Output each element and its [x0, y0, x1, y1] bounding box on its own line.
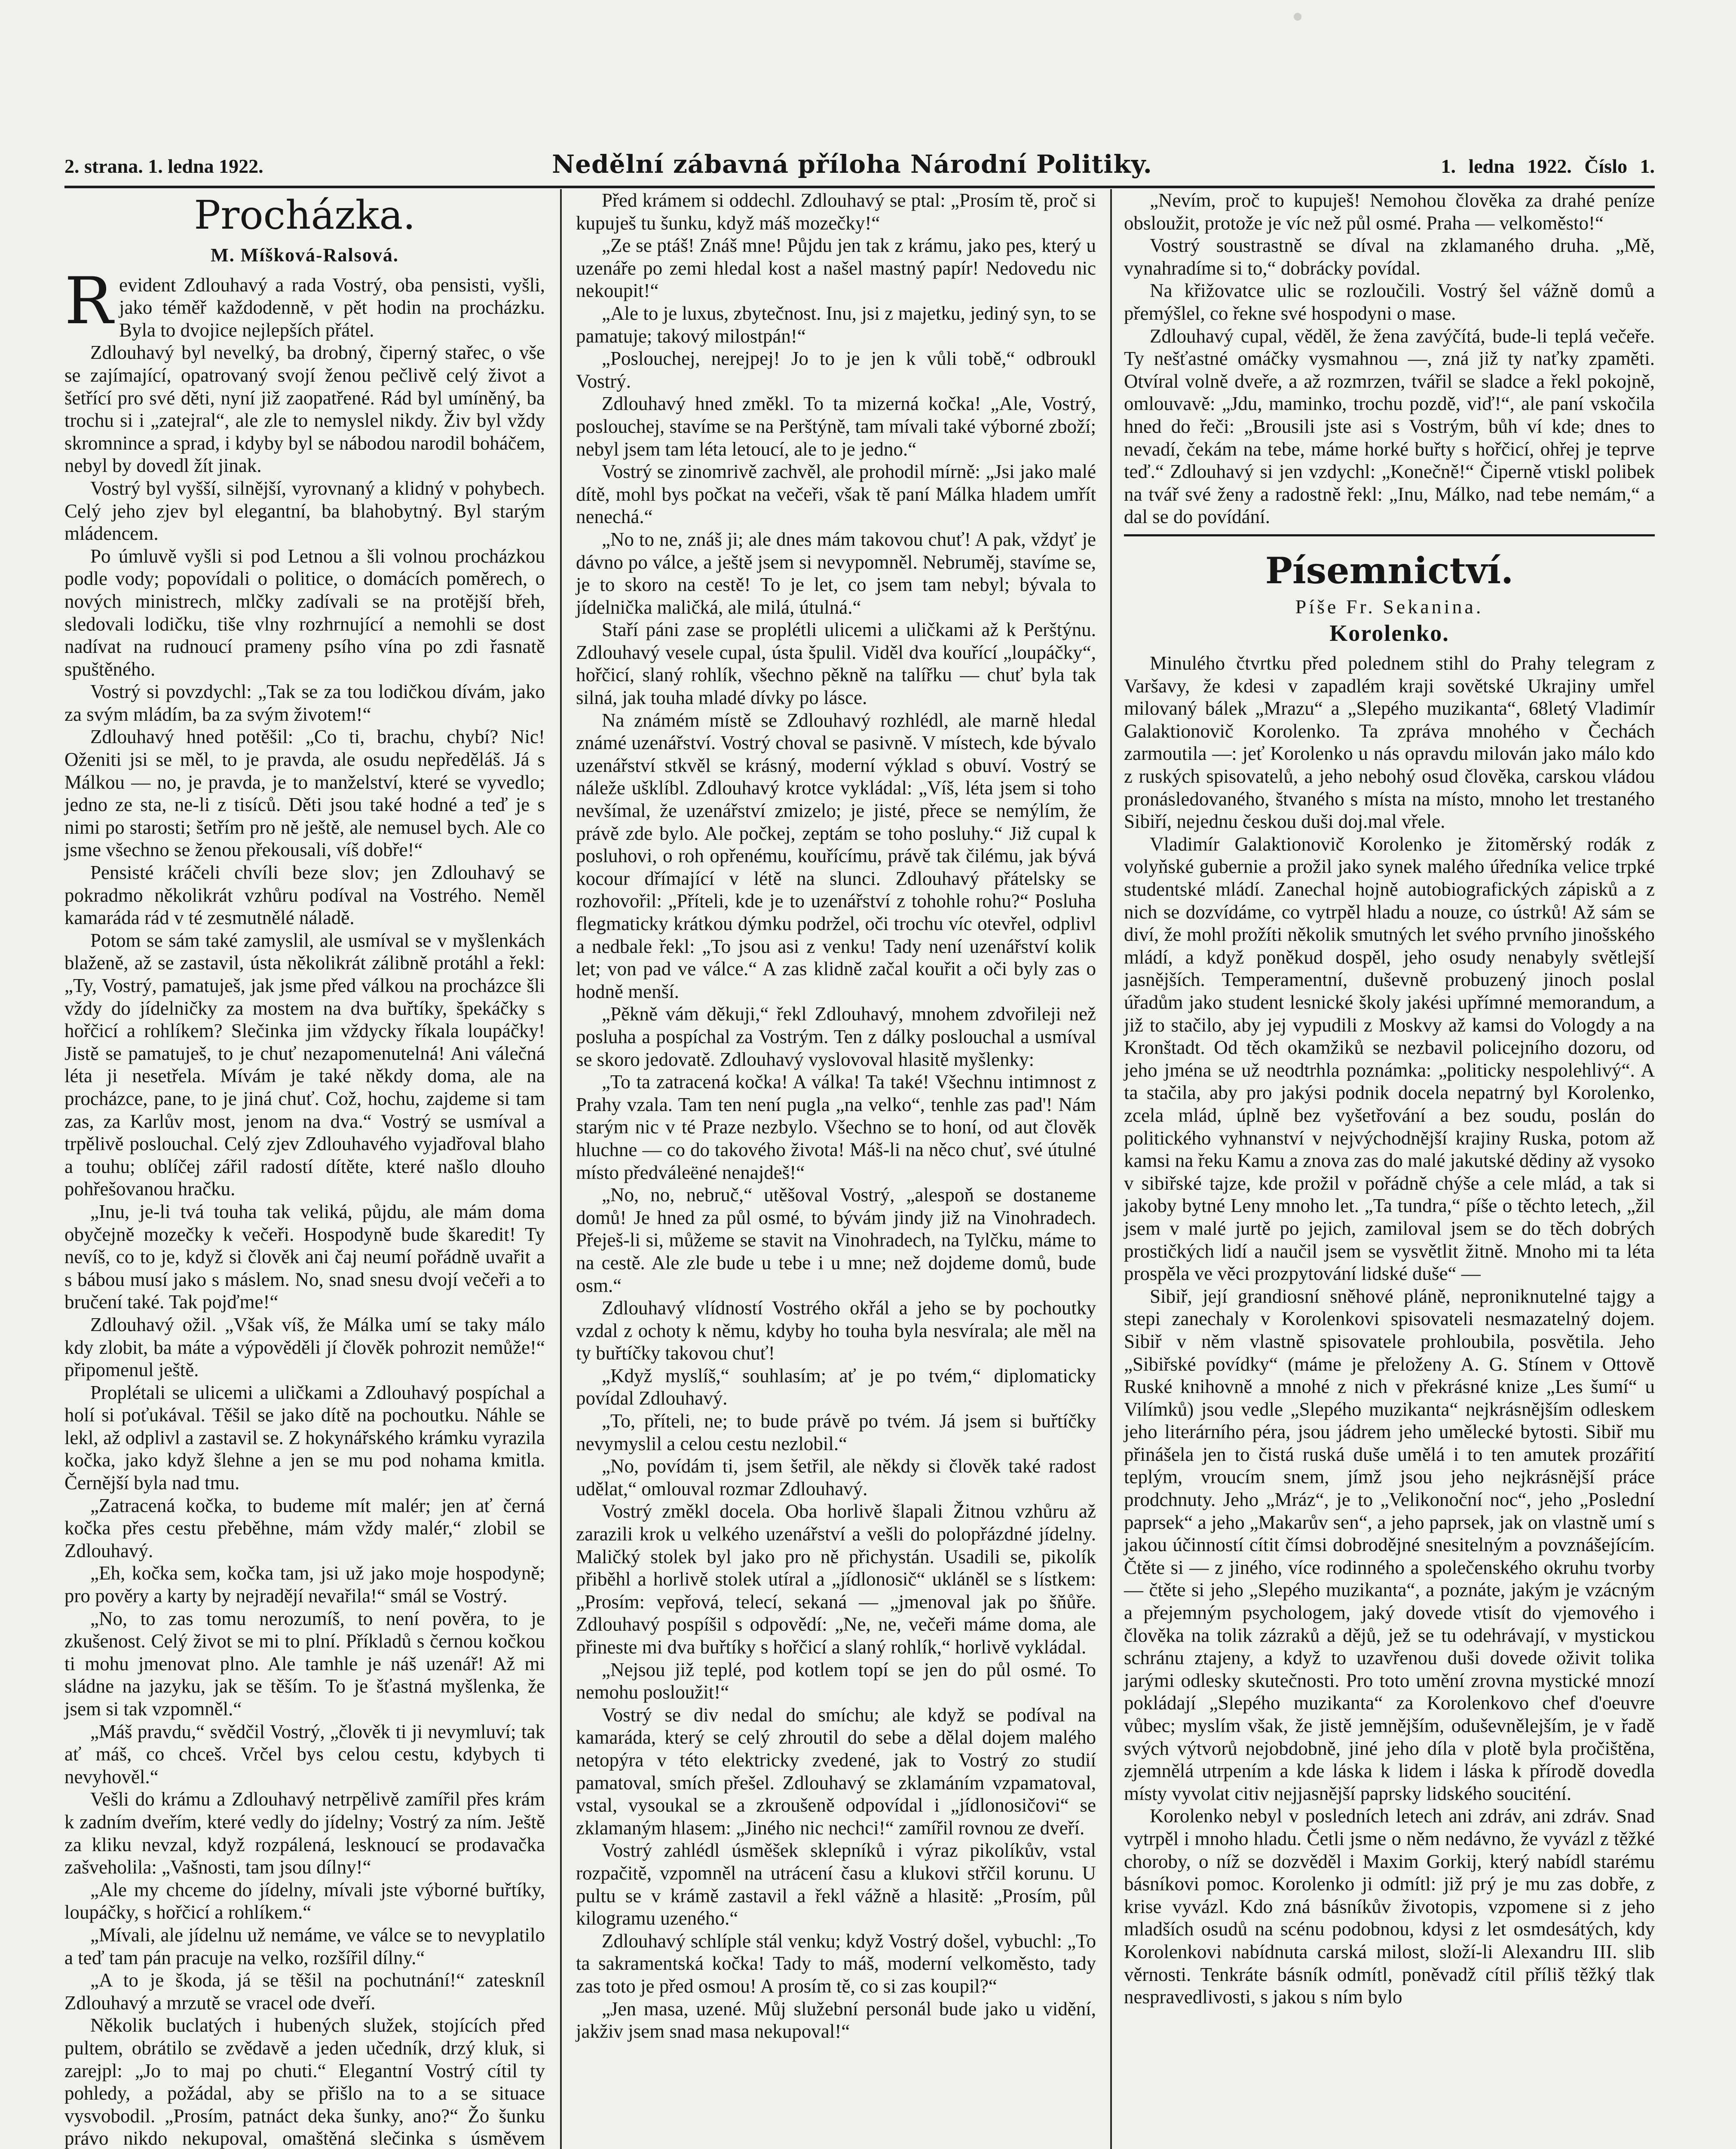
story-paragraph: „Mívali, ale jídelnu už nemáme, ve válce se to nevyplatilo a teď tam pán pracuje na velko, rozšířil dílny.“: [64, 1924, 545, 1968]
section-author: Píše Fr. Sekanina.: [1295, 595, 1484, 618]
story-paragraph: Proplétali se ulicemi a uličkami a Zdlouhavý pospíchal a holí si poťukával. Těšil se jako dítě na pochoutku. Náhle se lekl, až odplivl a zastavil se. Z hokynářského krámku vyrazila kočka, jako když šlehne a jen se mu pod nohama kmitla. Černější byla nad tmu.: [64, 1381, 545, 1494]
article-title: Korolenko.: [1329, 620, 1449, 646]
header-publication-title: Nedělní zábavná příloha Národní Politiky.: [552, 150, 1152, 179]
story-paragraph: „Pěkně vám děkuji,“ řekl Zdlouhavý, mnohem zdvořileji než posluha a pospíchal za Vostrým. Ten z dálky poslouchal a usmíval se skoro jedovatě. Zdlouhavý vyslovoval hlasitě myšlenky:: [576, 1003, 1096, 1070]
article-paragraph: Korolenko nebyl v posledních letech ani zdráv, ani zdráv. Snad vytrpěl i mnoho hladu. Četli jsme o něm nedávno, že vyvázl z těžké choroby, o níž se dozvěděl i Maxim Gorkij, který nabídl starému básníkovi pomoc. Korolenko ji odmítl: již prý je mu zas dobře, z krise vyvázl. Kdo zná básníkův životopis, vzpomene si z jeho mladších osudů na scénu podobnou, kdysi z let osmdesátých, kdy Korolenkovi nabídnuta carská milost, složí-li Alexandru III. slib věrnosti. Tenkráte básník odmítl, poněvadž cítil příliš těžký tlak nespravedlivosti, s jakou s ním bylo: [1124, 1805, 1655, 2008]
story-paragraph: Vostrý se div nedal do smíchu; ale když se podíval na kamaráda, který se celý zhroutil do sebe a dělal dojem malého netopýra v této elektricky zvedené, jak to Vostrý zo studií pamatoval, smích přešel. Zdlouhavý se zklamáním vzpamatoval, vstal, vysoukal se a zkroušeně odpovídal i „jídlonosičovi“ se zklamaným hlasem: „Jiného nic nechci!“ zamířil rovnou ze dveří.: [576, 1704, 1096, 1839]
story-paragraph: Na křižovatce ulic se rozloučili. Vostrý šel vážně domů a přemýšlel, co řekne své hospodyni o mase.: [1124, 280, 1655, 324]
story-paragraph: Vešli do krámu a Zdlouhavý netrpělivě zamířil přes krám k zadním dveřím, které vedly do jídelny; Vostrý za ním. Ještě za kliku nevzal, když rozpálená, lesknoucí se prodavačka zašveholila: „Vašnosti, tam jsou dílny!“: [64, 1788, 545, 1878]
article-paragraph: Vladimír Galaktionovič Korolenko je žitoměrský rodák z volyňské gubernie a prožil jako synek malého úředníka velice trpké studentské mládí. Zanechal hojně autobiografických zápisků a z nich se dozvídáme, co vytrpěl hladu a nouze, co ústrků! Až sám se diví, že mohl prožíti několik smutných let svého prvního jinošského mládí, a když poněkud dospěl, jeho osudy nenabyly světlejší jasnějších. Temperamentní, duševně probuzený jinoch poslal úřadům jako student lesnické školy jakési upřímné memorandum, a již to stačilo, aby jej vypudili z Moskvy až kamsi do Vologdy a na Kronštadt. Od těch okamžiků se nezbavil policejního dozoru, od jeho jména se už neodtrhla poznámka: „politicky nespolehlivý“. A ta stačila, aby pro jakýsi podnik docela nepatrný byl Korolenko, zcela mlád, úplně bez vyšetřování a bez soudu, poslán do politického vyhnanství v nejvýchodnější krajiny Ruska, potom až kamsi na řeku Kamu a znova zas do malé jakutské dědiny až vysoko v sibiřské tajze, kde prožil v pořádně chýše a cele mlád, a tak si jakoby bytné Leny mnoho let. „Ta tundra,“ píše o těchto letech, „žil jsem v malé jurtě po jejich, zamiloval jsem se do těch dobrých prostičkých lidí a naučil jsem se vysvětlit žitně. Mnoho mi ta léta prospěla ve věci prozpytování lidské duše“ —: [1124, 833, 1655, 1285]
story-paragraph: „Ale to je luxus, zbytečnost. Inu, jsi z majetku, jediný syn, to se pamatuje; takový milostpán!“: [576, 302, 1096, 347]
column-rule-1: [560, 189, 562, 2149]
story-paragraph: [64, 263, 545, 342]
story-paragraph: „To ta zatracená kočka! A válka! Ta také! Všechnu intimnost z Prahy vzala. Tam ten není pugla „na velko“, tenhle zas pad'! Nám starým nic v té Praze nezbylo. Všechno se to honí, od aut člověk hluchne — co do takového života! Máš-li na něco chuť, své útulné místo předváleëné nenajdeš!“: [576, 1071, 1096, 1183]
story-title: Procházka.: [194, 192, 416, 238]
story-paragraph: „Ale my chceme do jídelny, mívali jste výborné buřtíky, loupáčky, s hořčicí a rohlíkem.“: [64, 1879, 545, 1923]
story-ending: [1124, 189, 1655, 536]
header-rule: [64, 186, 1655, 188]
section-title: Písemnictví.: [1265, 549, 1514, 592]
column-1: [64, 189, 545, 2149]
story-paragraph: „Nejsou již teplé, pod kotlem topí se jen do půl osmé. To nemohu posloužit!“: [576, 1659, 1096, 1703]
story-paragraph: „Ze se ptáš! Znáš mne! Půjdu jen tak z krámu, jako pes, který u uzenáře po zemi hledal kost a našel mastný papír! Nedovedu nic nekoupit!“: [576, 235, 1096, 302]
story-paragraph: „No, povídám ti, jsem šetřil, ale někdy si člověk také radost udělat,“ omlouval rozmar Zdlouhavý.: [576, 1455, 1096, 1500]
story-paragraph: Vostrý se zinomrivě zachvěl, ale prohodil mírně: „Jsi jako malé dítě, mohl bys počkat na večeři, však tě paní Málka hladem umřít nenechá.“: [576, 461, 1096, 528]
story-paragraph: „Eh, kočka sem, kočka tam, jsi už jako moje hospodyně; pro pověry a karty by nejradějí nevařila!“ smál se Vostrý.: [64, 1562, 545, 1607]
scan-speck: [1294, 13, 1301, 21]
story-paragraph: „No, to zas tomu nerozumíš, to není pověra, to je zkušenost. Celý život se mi to plní. Příkladů s černou kočkou ti mohu jmenovat plno. Ale tamhle je náš uzenář! Až mi sládne na jazyku, jak se těším. To je šťastná myšlenka, že jsem si tak vzpomněl.“: [64, 1607, 545, 1720]
story-paragraph: „Když myslíš,“ souhlasím; ať je po tvém,“ diplomaticky povídal Zdlouhavý.: [576, 1365, 1096, 1409]
story-paragraph: „To, příteli, ne; to bude právě po tvém. Já jsem si buřtíčky nevymyslil a celou cestu nezlobil.“: [576, 1410, 1096, 1454]
column-2: [576, 189, 1096, 2043]
story-paragraph: „No to ne, znáš ji; ale dnes mám takovou chuť! A pak, vždyť je dávno po válce, a ještě jsem si nevypomněl. Nebruměj, stavíme se, je to skoro na cestě! To je let, co jsem tam nebyl; bývala to jídelnička maličká, ale milá, útulná.“: [576, 528, 1096, 618]
story-paragraph: „Jen masa, uzené. Můj služební personál bude jako u vidění, jakživ jsem snad masa nekupoval!“: [576, 1998, 1096, 2042]
story-paragraph: Zdlouhavý ožil. „Však víš, že Málka umí se taky málo kdy zlobit, ba máte a výpověděli jí člověk pohrozit nemůže!“ připomenul ještě.: [64, 1313, 545, 1381]
story-paragraph: Potom se sám také zamyslil, ale usmíval se v myšlenkách blaženě, až se zastavil, ústa několikrát zálibně protáhl a řekl: „Ty, Vostrý, pamatuješ, jak jsme před válkou na procházce šli vždy do jídelničky za mostem na dva buřtíky, špekáčky s hořčicí a rohlíkem? Slečinka jim vždycky říkala loupáčky! Jistě se pamatuješ, to je chuť nezapomenutelná! Ani válečná léta ji nesetřela. Mívám je také někdy doma, ale na procházce, pane, to je jiná chuť. Což, hochu, zajdeme si tam zas, za Karlův most, jenom na dva.“ Vostrý se usmíval a trpělivě poslouchal. Celý zjev Zdlouhavého vyjadřoval blaho a touhu; oblíčej zářil radostí dítěte, které našlo dlouho pohřešovanou hračku.: [64, 929, 545, 1200]
header-date-issue: 1. ledna 1922. Číslo 1.: [1441, 155, 1655, 177]
story-paragraph: „Zatracená kočka, to budeme mít malér; jen ať černá kočka přes cestu přeběhne, mám vždy malér,“ zlobil se Zdlouhavý.: [64, 1494, 545, 1561]
story-paragraph: Vostrý soustrastně se díval na zklamaného druha. „Mě, vynahradíme si to,“ dobrácky povídal.: [1124, 235, 1655, 279]
story-paragraph: Na známém místě se Zdlouhavý rozhlédl, ale marně hledal známé uzenářství. Vostrý choval se pasivně. V místech, kde bývalo uzenářství stkvěl se krásný, moderní výklad s obuví. Vostrý se náleže ušklíbl. Zdlouhavý krotce vykládal: „Víš, léta jsem si toho nevšímal, že uzenářství zmizelo; je jisté, přece se nemýlím, že právě zde bylo. Ale počkej, zeptám se toho posluhy.“ Již cupal k posluhovi, o roh opřenému, kouřícímu, právě tak čilému, jak bývá kocour dřímající v létě na slunci. Zdlouhavý přátelsky se rozhovořil: „Příteli, kde je to uzenářství z tohohle rohu?“ Posluha flegmaticky krátkou dýmku podržel, oči trochu víc otevřel, odplivl a nedbale řekl: „To jsou asi z venku! Tady není uzenářství kolik let; von pad ve válce.“ A zas klidně začal kouřit a oči byly zas o hodně menší.: [576, 709, 1096, 1002]
story-paragraph: „Inu, je-li tvá touha tak veliká, půjdu, ale mám doma obyčejně mozečky k večeři. Hospodyně bude škaredit! Ty nevíš, co to je, když si člověk ani čaj neumí pořádně uvařit a s bábou musí jako s máslem. No, snad snesu dvojí večeři a to bručení také. Tak pojďme!“: [64, 1200, 545, 1313]
page-header: [64, 150, 1655, 180]
story-paragraph: Po úmluvě vyšli si pod Letnou a šli volnou procházkou podle vody; popovídali o politice, o domácích poměrech, o nových ministrech, mlčky zadívali se na protější břeh, sledovali lodičku, tiše vlny rozhrnující a nemohli se dost nadívat na rudnoucí prameny psího vína po zdi řasnatě spuštěného.: [64, 545, 545, 680]
story-paragraph: Vostrý si povzdychl: „Tak se za tou lodičkou dívám, jako za svým mládím, ba za svým životem!“: [64, 681, 545, 725]
story-paragraph: Zdlouhavý hned potěšil: „Co ti, brachu, chybí? Nic! Oženiti jsi se měl, to je pravda, ale osudu nepředěláš. Já s Málkou — no, je pravda, je to manželství, které se vyvedlo; jedno ze sta, ne-li z tisíců. Děti jsou také hodné a teď je s nimi po starosti; šetřím pro ně ještě, ale nemusel bych. Ale co jsme všechno se ženou překousali, víš dobře!“: [64, 726, 545, 861]
story-dropcap: R: [64, 263, 113, 339]
story-paragraph: „A to je škoda, já se těšil na pochutnání!“ zateskníl Zdlouhavý a mrzutě se vracel ode dveří.: [64, 1969, 545, 2014]
story-paragraph: „Máš pravdu,“ svědčil Vostrý, „člověk ti ji nevymluví; tak ať máš, co chceš. Vrčel bys celou cestu, kdybych ti nevyhověl.“: [64, 1720, 545, 1788]
story-paragraph: „Poslouchej, nerejpej! Jo to je jen k vůli tobě,“ odbroukl Vostrý.: [576, 348, 1096, 392]
story-paragraph: Několik buclatých i hubených služek, stojících před pultem, obrátilo se zvědavě a jeden učedník, drzý kluk, si zarejpl: „Jo to maj po chuti.“ Elegantní Vostrý cítil ty pohledy, a požádal, aby se přišlo na to a se situace vysvobodil. „Prosím, patnáct deka šunky, ano?“ Žo šunku právo nikdo nekupoval, omaštěná slečinka s úsměvem: [64, 2014, 545, 2149]
story-paragraph: Vostrý zahlédl úsměšek sklepníků i výraz pikolíkův, vstal rozpačitě, vzpomněl na utrácení času a klukovi střčil korunu. U pultu se v krámě zastavil a řekl vážně a hlasitě: „Prosím, půl kilogramu uzeného.“: [576, 1840, 1096, 1929]
story-paragraph: „No, no, nebruč,“ utěšoval Vostrý, „alespoň se dostaneme domů! Je hned za půl osmé, to bývám jindy již na Vinohradech. Přeješ-li si, můžeme se stavit na Vinohradech, na Tylčku, máme to na cestě. Ale zle bude u tebe i u mne; než dojdeme domů, bude osm.“: [576, 1184, 1096, 1296]
column-3: [1124, 189, 1655, 2008]
article-paragraph: Minulého čtvrtku před polednem stihl do Prahy telegram z Varšavy, že kdesi v zapadlém kraji sovětské Ukrajiny umřel milovaný bálek „Mrazu“ a „Slepého muzikanta“, 68letý Vladimír Galaktionovič Korolenko. Ta zpráva mnohého v Čechách zarmoutila —: jeť Korolenko u nás opravdu milován jako málo kdo z ruských spisovatelů, a jeho nebohý osud člověka, carskou vládou pronásledovaného, štvaného s místa na místo, mnoho let trestaného Sibiří, nejednu českou duši doj.mal vřele.: [1124, 652, 1655, 833]
story-paragraph: Zdlouhavý vlídností Vostrého okřál a jeho se by pochoutky vzdal z ochoty k němu, kdyby ho touha byla nesvírala; ale měl na ty buřtíčky takovou chuť!: [576, 1297, 1096, 1364]
story-paragraph: Zdlouhavý hned změkl. To ta mizerná kočka! „Ale, Vostrý, poslouchej, stavíme se na Perštýně, tam mívali také výborné zboží; nebyl jsem tam léta letoucí, ale to je jedno.“: [576, 393, 1096, 460]
story-paragraph: Staří páni zase se proplétli ulicemi a uličkami až k Perštýnu. Zdlouhavý vesele cupal, ústa špulil. Viděl dva kouřící „loupáčky“, hořčicí, slaný rohlík, všechno pěkně na talířku — chuť byla tak silná, jak touha mladé dívky po lásce.: [576, 619, 1096, 709]
story-paragraph: Zdlouhavý cupal, věděl, že žena zavýčítá, bude-li teplá večeře. Ty nešťastné omáčky vysmahnou —, zná již ty naťky zpaměti. Otvíral volně dveře, a až rozmrzen, tvářil se sladce a řekl pokojně, omlouvavě: „Jdu, maminko, trochu pozdě, viď!“, ale paní vskočila hned do řeči: „Brousili jste asi s Vostrým, bůh ví kde; dnes to nevadí, čekám na tebe, máme horké buřty s hořčicí, ohřej je teprve teď.“ Zdlouhavý si jen vzdychl: „Konečně!“ Čiperně vtiskl polibek na tvář své ženy a radostně řekl: „Inu, Málko, nad tebe nemám,“ a dal se do povídání.: [1124, 325, 1655, 528]
column-rule-2: [1110, 189, 1112, 2149]
article-paragraph: Sibiř, její grandiosní sněhové pláně, neproniknutelné tajgy a stepi zanechaly v Korolenkovi spisovateli nesmazatelný dojem. Sibiř v něm vlastně spisovatele prohloubila, posvětila. Jeho „Sibiřské povídky“ (máme je přeloženy A. G. Stínem v Ottově Ruské knihovně a mnohé z nich v překrásné knize „Les šumí“ u Vilímků) jsou vedle „Slepého muzikanta“ nejkrásnějším odleskem jeho literárního péra, jsou jádrem jeho umělecké bytosti. Sibiř mu přinášela jen to čistá ruská duše umělá i to ten amutek prozářití teplým, vroucím snem, jímž jsou jeho nejkrásnější práce prodchnuty. Jeho „Mráz“, je to „Velikonoční noc“, jeho „Poslední paprsek“ a jeho „Makarův sen“, a jeho paprsek, jak on vlastně umí s jakou účinností cítit čímsi dobrodějné snesitelným a povznášejícím. Čtěte si — z jiného, více rodinného a společenského okruhu tvorby — čtěte si jeho „Slepého muzikanta“, a poznáte, jakým je vzácným a přejemným psychologem, jaký dovede vtisít do vjemového i člověka na tolik zázraků a dějů, jež se tu odehrávají, v mystickou schránu ztajeny, a když to uzavřenou duši dovede oživit tolika jarými odlesky skutečnosti. Pro toto umění zrovna mystické mnozí pokládají „Slepého muzikanta“ za Korolenkovo chef d'oeuvre vůbec; myslím však, že jistě jemnějším, oduševnělejším, je v řadě svých výtvorů nejobdobně, jiné jeho díla v plotě byla pročištěna, zjemnělá utrpením a kde láska k lidem i láska k přírodě dovedla místy vyvolat citiv nejjasnější paprsky lidského souciténí.: [1124, 1285, 1655, 1804]
story-paragraph: Zdlouhavý byl nevelký, ba drobný, čiperný stařec, o vše se zajímající, opatrovaný svojí ženou pečlivě celý život a šetřící pro své děti, nyní již zaopatřené. Rád byl umíněný, ba trochu si i „zatejral“, ale zle to nemyslel nikdy. Živ byl vždy skromnince a sprad, i kdyby byl se nábodou narodil boháčem, nebyl by dovedl žít jinak.: [64, 342, 545, 477]
header-date-page: 2. strana. 1. ledna 1922.: [64, 155, 263, 177]
story-paragraph-text: evident Zdlouhavý a rada Vostrý, oba pensisti, vyšli, jako téměř každodenně, v pět hodin na procházku. Byla to dvojice nejlepších přátel.: [119, 274, 545, 341]
story-paragraph: Před krámem si oddechl. Zdlouhavý se ptal: „Prosím tě, proč si kupuješ tu šunku, když máš mozečky!“: [576, 190, 1096, 234]
story-paragraph: „Nevím, proč to kupuješ! Nemohou člověka za drahé peníze obsloužit, protože je víc než půl osmé. Praha — velkoměsto!“: [1124, 190, 1655, 234]
story-paragraph: Zdlouhavý schlíple stál venku; když Vostrý došel, vybuchl: „To ta sakramentská kočka! Tady to máš, moderní velkoměsto, tady zas toto je před osmou! A prosím tě, co si zas koupil?“: [576, 1930, 1096, 1997]
story-paragraph: Vostrý byl vyšší, silnější, vyrovnaný a klidný v pohybech. Celý jeho zjev byl elegantní, ba blahobytný. Byl starým mládencem.: [64, 477, 545, 545]
story-paragraph: Vostrý změkl docela. Oba horlivě šlapali Žitnou vzhůru až zarazili krok u velkého uzenářství a vešli do polopřázdné jídelny. Maličký stolek byl jako pro ně přichystán. Usadili se, pikolík přiběhl a horlivě stolek utíral a „jídlonosič“ ukláněl se s lístkem: „Prosím: vepřová, telecí, sekaná — „jmenoval jak po šňůře. Zdlouhavý pospíšil s odpovědí: „Ne, ne, večeři máme doma, ale přineste mi dva buřtíky s hořčicí a slaný rohlík,“ horlivě vykládal.: [576, 1500, 1096, 1658]
story-byline: M. Míšková-Ralsová.: [211, 245, 399, 266]
story-paragraph: Pensisté kráčeli chvíli beze slov; jen Zdlouhavý se pokradmo několikrát vzhůru podíval na Vostrého. Neměl kamaráda rád v té zesmutnělé náladě.: [64, 862, 545, 929]
